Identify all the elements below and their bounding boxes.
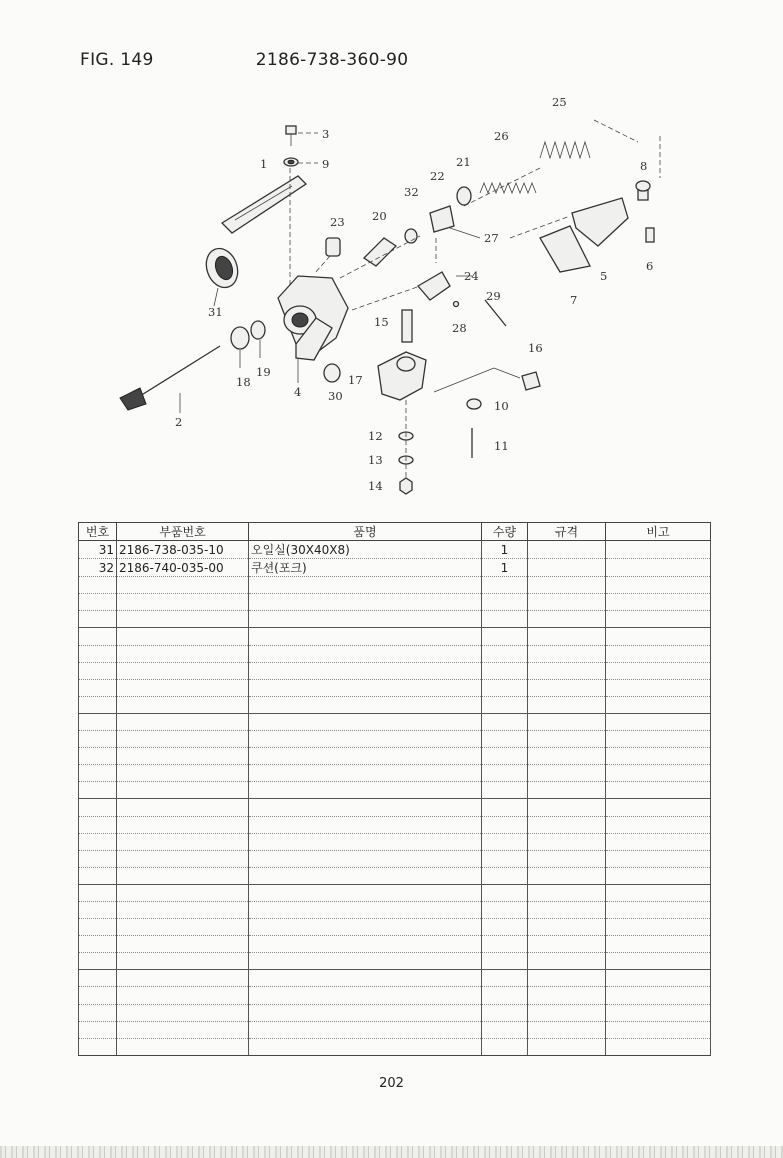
cell-part-no: 2186-740-035-00 xyxy=(117,559,249,577)
cell-name: 오일실(30X40X8) xyxy=(249,541,482,559)
empty-cell xyxy=(482,782,528,799)
empty-cell xyxy=(482,594,528,611)
empty-cell xyxy=(528,679,606,696)
callout-16: 16 xyxy=(528,341,543,355)
empty-cell xyxy=(482,901,528,918)
callout-4: 4 xyxy=(294,385,302,399)
empty-cell xyxy=(117,816,249,833)
parts-list-table xyxy=(78,522,711,1056)
empty-cell xyxy=(79,782,117,799)
table-row xyxy=(79,559,711,577)
empty-cell xyxy=(482,696,528,713)
empty-cell xyxy=(482,628,528,645)
part-cover xyxy=(510,136,660,272)
empty-cell xyxy=(249,679,482,696)
callout-24: 24 xyxy=(464,269,479,283)
empty-cell xyxy=(79,628,117,645)
cell-spec xyxy=(528,541,606,559)
empty-cell xyxy=(528,850,606,867)
table-row-empty xyxy=(79,696,711,713)
table-header-row xyxy=(79,523,711,541)
table-row-empty xyxy=(79,577,711,594)
empty-cell xyxy=(79,987,117,1004)
callout-1: 1 xyxy=(260,157,268,171)
empty-cell xyxy=(482,816,528,833)
empty-cell xyxy=(606,936,711,953)
callout-21: 21 xyxy=(456,155,471,169)
callout-2: 2 xyxy=(175,415,183,429)
callout-30: 30 xyxy=(328,389,343,403)
empty-cell xyxy=(117,867,249,884)
table-row-empty xyxy=(79,611,711,628)
table-row-empty xyxy=(79,628,711,645)
callout-31: 31 xyxy=(208,305,223,319)
empty-cell xyxy=(117,628,249,645)
table-row-empty xyxy=(79,748,711,765)
empty-cell xyxy=(528,645,606,662)
col-header-remark: 비고 xyxy=(606,523,711,541)
empty-cell xyxy=(528,867,606,884)
empty-cell xyxy=(606,1021,711,1038)
empty-cell xyxy=(528,577,606,594)
empty-cell xyxy=(79,731,117,748)
empty-cell xyxy=(482,645,528,662)
empty-cell xyxy=(528,628,606,645)
empty-cell xyxy=(528,1038,606,1055)
empty-cell xyxy=(117,884,249,901)
empty-cell xyxy=(528,731,606,748)
scan-edge-artifact xyxy=(0,1146,783,1158)
empty-cell xyxy=(79,696,117,713)
empty-cell xyxy=(482,799,528,816)
empty-cell xyxy=(528,987,606,1004)
empty-cell xyxy=(249,901,482,918)
exploded-parts-diagram xyxy=(100,88,680,508)
part-fasteners xyxy=(399,399,481,494)
table-row-empty xyxy=(79,594,711,611)
empty-cell xyxy=(249,953,482,970)
empty-cell xyxy=(249,987,482,1004)
table-row-empty xyxy=(79,1004,711,1021)
callout-23: 23 xyxy=(330,215,345,229)
empty-cell xyxy=(249,731,482,748)
empty-cell xyxy=(528,782,606,799)
part-sleeve xyxy=(340,229,420,278)
empty-cell xyxy=(117,765,249,782)
empty-cell xyxy=(249,594,482,611)
empty-cell xyxy=(117,953,249,970)
empty-cell xyxy=(249,850,482,867)
empty-cell xyxy=(249,696,482,713)
empty-cell xyxy=(249,713,482,730)
empty-cell xyxy=(117,782,249,799)
table-row-empty xyxy=(79,867,711,884)
empty-cell xyxy=(606,628,711,645)
empty-cell xyxy=(482,748,528,765)
part-shaft xyxy=(120,346,220,413)
part-springs xyxy=(457,120,638,206)
empty-cell xyxy=(249,816,482,833)
cell-remark xyxy=(606,559,711,577)
empty-cell xyxy=(249,611,482,628)
empty-cell xyxy=(606,1038,711,1055)
empty-cell xyxy=(79,833,117,850)
empty-cell xyxy=(528,696,606,713)
callout-10: 10 xyxy=(494,399,509,413)
table-row-empty xyxy=(79,850,711,867)
table-row-empty xyxy=(79,679,711,696)
callout-22: 22 xyxy=(430,169,445,183)
empty-cell xyxy=(528,1004,606,1021)
figure-number: FIG. 149 xyxy=(80,50,154,70)
empty-cell xyxy=(606,833,711,850)
empty-cell xyxy=(79,594,117,611)
empty-cell xyxy=(79,867,117,884)
part-o-ring xyxy=(324,364,340,382)
empty-cell xyxy=(482,850,528,867)
empty-cell xyxy=(482,713,528,730)
empty-cell xyxy=(79,799,117,816)
empty-cell xyxy=(117,731,249,748)
empty-cell xyxy=(482,731,528,748)
empty-cell xyxy=(249,1004,482,1021)
empty-cell xyxy=(528,919,606,936)
callout-32: 32 xyxy=(404,185,419,199)
empty-cell xyxy=(249,645,482,662)
empty-cell xyxy=(528,1021,606,1038)
table-row-empty xyxy=(79,799,711,816)
table-row-empty xyxy=(79,1021,711,1038)
empty-cell xyxy=(79,970,117,987)
empty-cell xyxy=(606,679,711,696)
empty-cell xyxy=(606,577,711,594)
callout-11: 11 xyxy=(494,439,509,453)
col-header-qty: 수량 xyxy=(482,523,528,541)
empty-cell xyxy=(117,748,249,765)
callout-20: 20 xyxy=(372,209,387,223)
empty-cell xyxy=(482,833,528,850)
callout-19: 19 xyxy=(256,365,271,379)
empty-cell xyxy=(528,662,606,679)
empty-cell xyxy=(606,594,711,611)
table-row-empty xyxy=(79,816,711,833)
callout-17: 17 xyxy=(348,373,363,387)
empty-cell xyxy=(249,884,482,901)
table-row-empty xyxy=(79,953,711,970)
cell-remark xyxy=(606,541,711,559)
empty-cell xyxy=(249,799,482,816)
table-row-empty xyxy=(79,833,711,850)
col-header-no: 번호 xyxy=(79,523,117,541)
callout-29: 29 xyxy=(486,289,501,303)
empty-cell xyxy=(528,799,606,816)
col-header-name: 품명 xyxy=(249,523,482,541)
cell-spec xyxy=(528,559,606,577)
part-oil-seal xyxy=(201,244,243,306)
empty-cell xyxy=(482,611,528,628)
empty-cell xyxy=(482,577,528,594)
empty-cell xyxy=(117,645,249,662)
empty-cell xyxy=(79,765,117,782)
empty-cell xyxy=(482,936,528,953)
empty-cell xyxy=(79,713,117,730)
callout-26: 26 xyxy=(494,129,509,143)
table-row xyxy=(79,541,711,559)
empty-cell xyxy=(249,833,482,850)
part-bush xyxy=(314,238,340,274)
callout-27: 27 xyxy=(484,231,499,245)
empty-cell xyxy=(528,816,606,833)
part-collar xyxy=(231,321,265,368)
empty-cell xyxy=(117,1004,249,1021)
empty-cell xyxy=(606,919,711,936)
empty-cell xyxy=(606,611,711,628)
empty-cell xyxy=(528,765,606,782)
empty-cell xyxy=(79,919,117,936)
empty-cell xyxy=(117,662,249,679)
table-row-empty xyxy=(79,970,711,987)
callout-13: 13 xyxy=(368,453,383,467)
empty-cell xyxy=(528,833,606,850)
callout-18: 18 xyxy=(236,375,251,389)
empty-cell xyxy=(117,833,249,850)
cell-name: 쿠션(포크) xyxy=(249,559,482,577)
empty-cell xyxy=(79,850,117,867)
empty-cell xyxy=(249,662,482,679)
empty-cell xyxy=(117,987,249,1004)
table-row-empty xyxy=(79,936,711,953)
empty-cell xyxy=(79,884,117,901)
empty-cell xyxy=(117,1021,249,1038)
empty-cell xyxy=(606,645,711,662)
empty-cell xyxy=(117,799,249,816)
empty-cell xyxy=(606,765,711,782)
empty-cell xyxy=(606,816,711,833)
empty-cell xyxy=(606,731,711,748)
table-row-empty xyxy=(79,884,711,901)
empty-cell xyxy=(249,782,482,799)
empty-cell xyxy=(79,816,117,833)
empty-cell xyxy=(117,970,249,987)
empty-cell xyxy=(528,594,606,611)
empty-cell xyxy=(606,662,711,679)
empty-cell xyxy=(79,611,117,628)
callout-14: 14 xyxy=(368,479,383,493)
empty-cell xyxy=(606,713,711,730)
cell-qty: 1 xyxy=(482,541,528,559)
empty-cell xyxy=(249,628,482,645)
empty-cell xyxy=(482,867,528,884)
callout-25: 25 xyxy=(552,95,567,109)
page-header xyxy=(80,50,408,70)
empty-cell xyxy=(482,765,528,782)
empty-cell xyxy=(606,850,711,867)
empty-cell xyxy=(606,970,711,987)
empty-cell xyxy=(606,1004,711,1021)
empty-cell xyxy=(79,748,117,765)
empty-cell xyxy=(79,1021,117,1038)
empty-cell xyxy=(79,1004,117,1021)
empty-cell xyxy=(482,953,528,970)
callout-3: 3 xyxy=(322,127,330,141)
table-row-empty xyxy=(79,987,711,1004)
empty-cell xyxy=(117,679,249,696)
empty-cell xyxy=(249,867,482,884)
callout-28: 28 xyxy=(452,321,467,335)
empty-cell xyxy=(117,850,249,867)
empty-cell xyxy=(482,1038,528,1055)
empty-cell xyxy=(117,901,249,918)
empty-cell xyxy=(117,577,249,594)
empty-cell xyxy=(482,662,528,679)
empty-cell xyxy=(249,936,482,953)
empty-cell xyxy=(528,611,606,628)
empty-cell xyxy=(606,867,711,884)
callout-5: 5 xyxy=(600,269,608,283)
callout-8: 8 xyxy=(640,159,648,173)
empty-cell xyxy=(249,919,482,936)
cell-no: 32 xyxy=(79,559,117,577)
callout-15: 15 xyxy=(374,315,389,329)
col-header-spec: 규격 xyxy=(528,523,606,541)
empty-cell xyxy=(79,901,117,918)
empty-cell xyxy=(528,901,606,918)
empty-cell xyxy=(606,748,711,765)
empty-cell xyxy=(528,884,606,901)
callout-12: 12 xyxy=(368,429,383,443)
empty-cell xyxy=(117,696,249,713)
empty-cell xyxy=(482,884,528,901)
table-row-empty xyxy=(79,782,711,799)
table-row-empty xyxy=(79,765,711,782)
table-row-empty xyxy=(79,662,711,679)
empty-cell xyxy=(249,1021,482,1038)
empty-cell xyxy=(482,987,528,1004)
empty-cell xyxy=(249,748,482,765)
part-screw-washer xyxy=(284,126,318,166)
empty-cell xyxy=(482,919,528,936)
empty-cell xyxy=(79,577,117,594)
empty-cell xyxy=(606,987,711,1004)
part-block xyxy=(430,206,480,263)
empty-cell xyxy=(117,713,249,730)
empty-cell xyxy=(606,782,711,799)
cell-no: 31 xyxy=(79,541,117,559)
empty-cell xyxy=(117,1038,249,1055)
cell-part-no: 2186-738-035-10 xyxy=(117,541,249,559)
table-row-empty xyxy=(79,645,711,662)
empty-cell xyxy=(528,970,606,987)
empty-cell xyxy=(482,1021,528,1038)
col-header-part-no: 부품번호 xyxy=(117,523,249,541)
empty-cell xyxy=(79,662,117,679)
empty-cell xyxy=(528,713,606,730)
empty-cell xyxy=(79,679,117,696)
table-row-empty xyxy=(79,919,711,936)
empty-cell xyxy=(249,1038,482,1055)
empty-cell xyxy=(79,953,117,970)
cell-qty: 1 xyxy=(482,559,528,577)
callout-9: 9 xyxy=(322,157,330,171)
empty-cell xyxy=(117,611,249,628)
empty-cell xyxy=(117,594,249,611)
empty-cell xyxy=(606,799,711,816)
callout-7: 7 xyxy=(570,293,578,307)
empty-cell xyxy=(117,936,249,953)
empty-cell xyxy=(482,1004,528,1021)
empty-cell xyxy=(606,884,711,901)
empty-cell xyxy=(606,953,711,970)
empty-cell xyxy=(79,1038,117,1055)
empty-cell xyxy=(606,901,711,918)
empty-cell xyxy=(482,970,528,987)
empty-cell xyxy=(79,936,117,953)
empty-cell xyxy=(528,936,606,953)
empty-cell xyxy=(606,696,711,713)
page-number: 202 xyxy=(379,1076,404,1091)
table-row-empty xyxy=(79,731,711,748)
assembly-number: 2186-738-360-90 xyxy=(255,50,409,70)
empty-cell xyxy=(79,645,117,662)
empty-cell xyxy=(528,748,606,765)
empty-cell xyxy=(249,970,482,987)
empty-cell xyxy=(249,577,482,594)
table-row-empty xyxy=(79,1038,711,1055)
empty-cell xyxy=(482,679,528,696)
empty-cell xyxy=(117,919,249,936)
empty-cell xyxy=(249,765,482,782)
callout-6: 6 xyxy=(646,259,654,273)
table-row-empty xyxy=(79,901,711,918)
table-row-empty xyxy=(79,713,711,730)
empty-cell xyxy=(528,953,606,970)
